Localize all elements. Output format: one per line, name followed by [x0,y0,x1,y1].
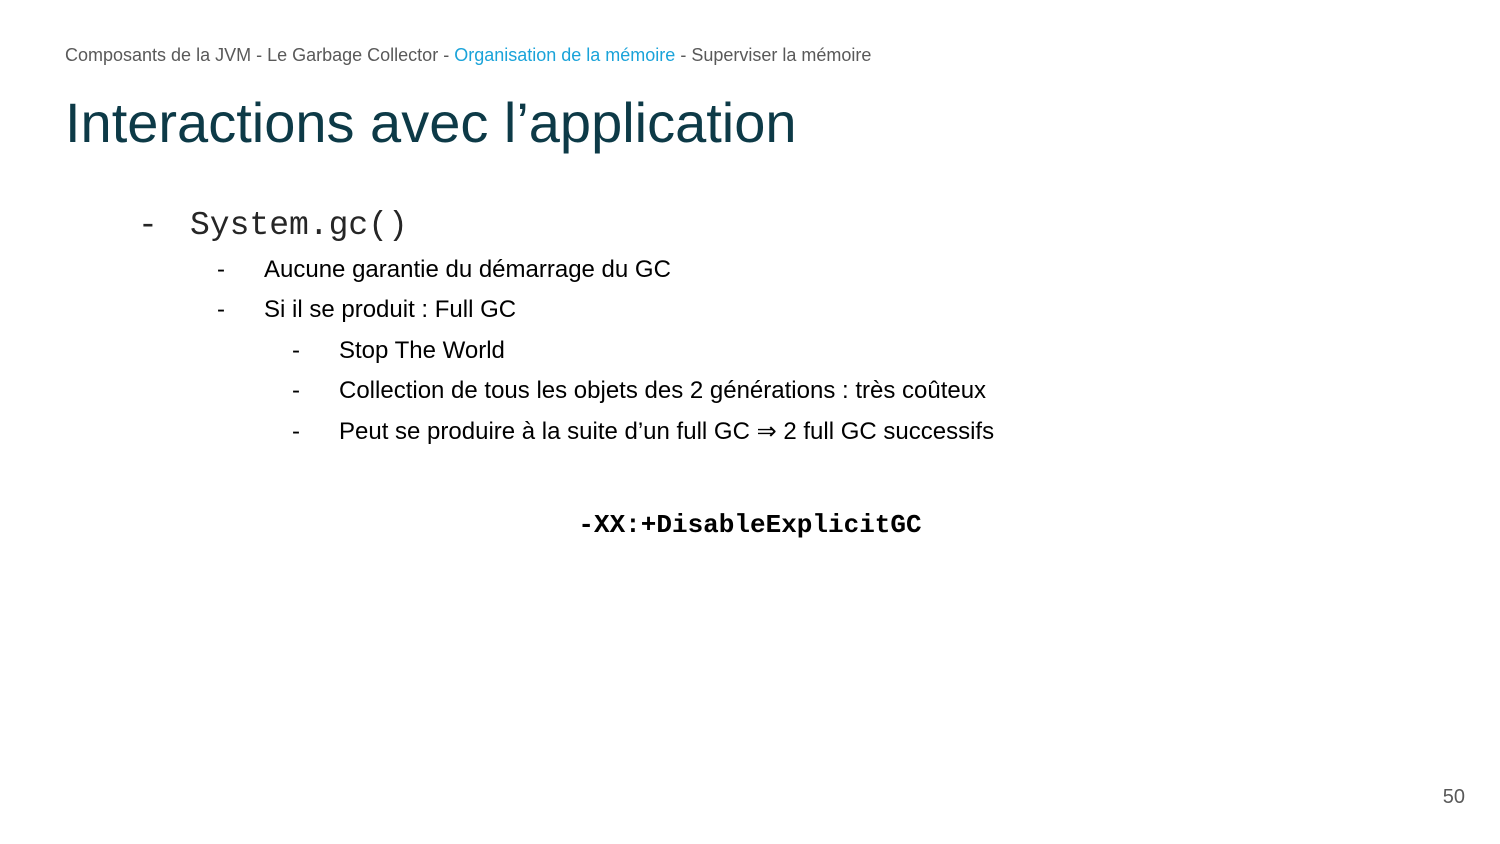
bullet-successive-full-gc [292,417,994,447]
breadcrumb-item-memory-organisation: Organisation de la mémoire [454,45,676,65]
slide-title: Interactions avec l’application [65,91,797,154]
bullet-text: System.gc() [190,207,408,244]
jvm-flag-code: -XX:+DisableExplicitGC [578,510,922,540]
breadcrumb [65,45,871,66]
bullet-stop-the-world [292,336,505,366]
bullet-text: Si il se produit : Full GC [264,296,517,323]
breadcrumb-item-garbage-collector: Le Garbage Collector [267,45,439,65]
breadcrumb-separator: - [438,45,455,65]
bullet-marker: - [217,256,225,283]
bullet-text: Aucune garantie du démarrage du GC [264,256,671,283]
bullet-text: Peut se produire à la suite d’un full GC ⇒ 2 full GC successifs [339,418,995,445]
bullet-collection-cost [292,376,986,406]
bullet-text: Collection de tous les objets des 2 générations : très coûteux [339,377,987,404]
bullet-marker: - [138,207,158,244]
breadcrumb-separator: - [251,45,268,65]
bullet-marker: - [217,296,225,323]
bullet-text: Stop The World [339,337,505,364]
bullet-marker: - [292,377,300,404]
breadcrumb-separator: - [675,45,692,65]
breadcrumb-item-jvm-components: Composants de la JVM [65,45,252,65]
bullet-marker: - [292,418,300,445]
bullet-no-guarantee [217,255,671,285]
bullet-system-gc [138,206,408,246]
bullet-full-gc [217,295,516,325]
bullet-marker: - [292,337,300,364]
breadcrumb-item-monitor-memory: Superviser la mémoire [691,45,872,65]
page-number: 50 [1442,786,1465,808]
